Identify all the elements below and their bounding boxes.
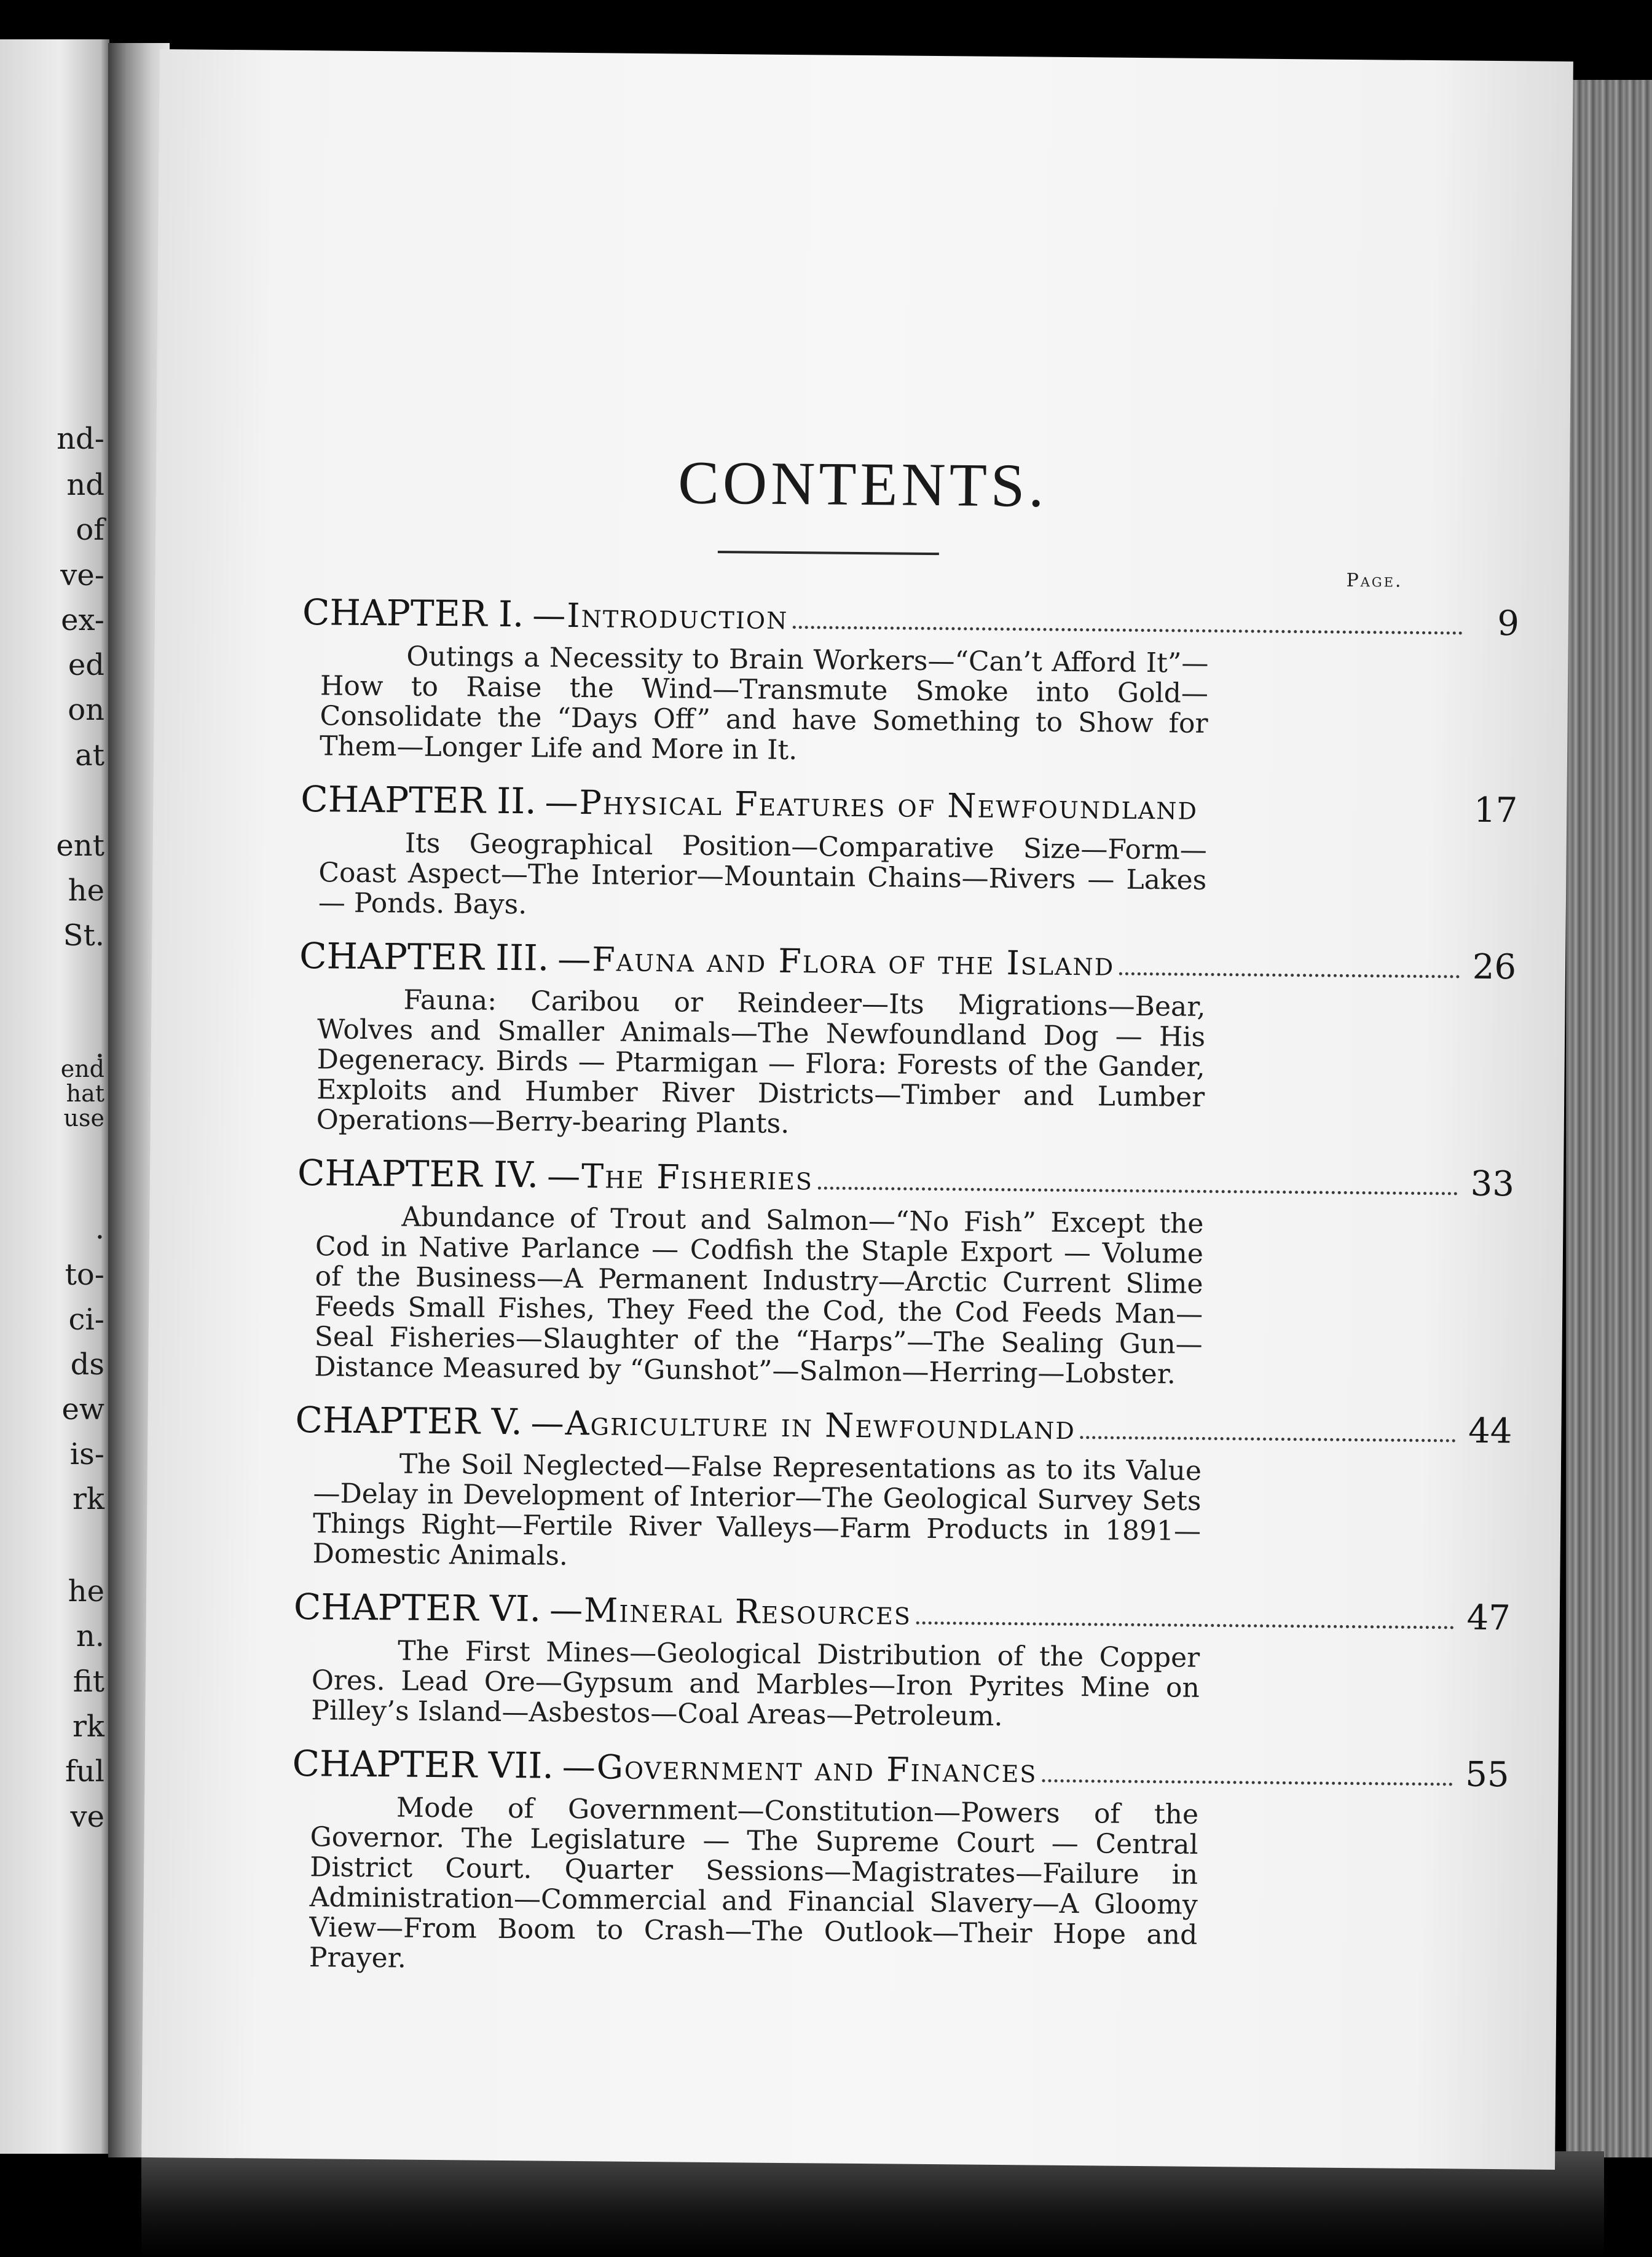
toc-entry — [300, 778, 1518, 928]
left-page-fragment: is- — [69, 1437, 104, 1471]
left-page-fragment: ci- — [68, 1302, 104, 1337]
chapter-page-number: 47 — [1466, 1597, 1511, 1639]
chapter-summary-text: The Soil Neglected—False Representations as to its Value—Delay in Development of Interior—The Geological Survey Sets Things Right—Fertile River Valleys—Farm Products in 1891—Domestic Animals. — [312, 1448, 1202, 1572]
chapter-summary-text: Its Geographical Position—Comparative Size—Form—Coast Aspect—The Interior—Mountain Chains—Rivers — Lakes — Ponds. Bays. — [318, 827, 1207, 921]
chapter-label: CHAPTER II. — [301, 778, 537, 822]
left-page-fragment: . — [95, 1030, 104, 1065]
chapter-label: CHAPTER V. — [295, 1399, 523, 1443]
toc-entry — [294, 1399, 1512, 1579]
toc-entry-heading — [299, 935, 1517, 987]
left-page-fragment: ent — [56, 829, 104, 863]
left-page-fragment: ds — [70, 1347, 104, 1382]
chapter-summary — [320, 640, 1209, 769]
contents-page — [141, 49, 1573, 2170]
left-page-fragment: nd- — [57, 422, 104, 456]
chapter-label: CHAPTER I. — [302, 591, 524, 636]
left-page-fragment: use — [63, 1105, 104, 1132]
dot-leader — [818, 1186, 1458, 1195]
left-page-fragment: of — [76, 513, 104, 547]
left-page-fragment: to- — [65, 1258, 104, 1292]
left-page-fragment: end — [60, 1055, 104, 1082]
left-page-fragment: ve- — [60, 558, 104, 593]
chapter-summary — [311, 1635, 1200, 1733]
table-of-contents — [290, 591, 1519, 2000]
left-page-fragment: on — [68, 693, 104, 727]
toc-entry — [296, 1152, 1514, 1392]
chapter-summary-text: Abundance of Trout and Salmon—“No Fish” Except the Cod in Native Parlance — Codfish the Staple Export — Volume of the Business—A Permanent Industry—Arctic Current Slime Feeds Small Fishes, They Feed the Cod, the Cod Feeds Man—Seal Fisheries—Slaughter of the “Harps”—The Sealing Gun—Distance Measured by “Gunshot”—Salmon—Herring—Lobster. — [314, 1201, 1204, 1390]
dot-leader — [916, 1621, 1454, 1629]
page-edge-stack — [1566, 80, 1652, 2157]
chapter-summary — [318, 827, 1207, 926]
chapter-label: CHAPTER IV. — [297, 1152, 539, 1196]
dot-leader — [1042, 1779, 1452, 1786]
left-page-fragment: ed — [68, 648, 104, 682]
chapter-summary — [314, 1201, 1204, 1390]
toc-entry — [301, 591, 1519, 771]
left-page-fragment: St. — [63, 918, 104, 953]
left-page-fragment: hat — [66, 1080, 104, 1107]
toc-entry-heading — [302, 591, 1520, 644]
toc-entry-heading — [294, 1586, 1511, 1638]
left-page-fragment: he — [68, 873, 104, 908]
left-page-fragment: n. — [76, 1619, 104, 1653]
toc-entry-heading — [297, 1152, 1515, 1204]
chapter-label: CHAPTER III. — [299, 935, 549, 979]
chapter-summary-text: Outings a Necessity to Brain Workers—“Can’t Afford It”—How to Raise the Wind—Transmute Smoke into Gold—Consolidate the “Days Off” and have Something to Show for Them—Longer Life and More in It. — [319, 640, 1209, 766]
chapter-title: —Introduction — [532, 596, 789, 637]
toc-entry-heading — [295, 1399, 1512, 1451]
left-page-fragment: he — [68, 1574, 104, 1609]
page-title: CONTENTS. — [677, 448, 1048, 520]
chapter-summary — [317, 984, 1206, 1143]
dot-leader — [1203, 816, 1461, 822]
left-page-fragment: nd — [66, 468, 104, 502]
toc-entry-heading — [301, 778, 1518, 830]
left-page-fragment: rk — [72, 1709, 104, 1744]
toc-entry — [293, 1586, 1511, 1736]
left-page-fragment: ex- — [61, 603, 104, 637]
left-page-fragment: at — [75, 738, 104, 773]
chapter-page-number: 55 — [1465, 1754, 1509, 1795]
chapter-title: —Government and Finances — [562, 1747, 1037, 1790]
left-page-fragment: ful — [65, 1754, 104, 1789]
toc-entry — [291, 1743, 1509, 1983]
left-page-fragment: ew — [61, 1392, 104, 1427]
title-rule — [718, 551, 939, 555]
chapter-page-number: 9 — [1497, 604, 1520, 644]
dot-leader — [1119, 972, 1460, 979]
toc-entry-heading — [292, 1743, 1509, 1795]
toc-entry — [298, 935, 1517, 1145]
chapter-page-number: 26 — [1472, 947, 1517, 988]
left-page-fragment: . — [95, 1211, 104, 1246]
chapter-summary-text: Fauna: Caribou or Reindeer—Its Migrations—Bear, Wolves and Smaller Animals—The Newfoundland Dog — His Degeneracy. Birds — Ptarmigan — Flora: Forests of the Gander, Exploits and Humber River Districts—Timber and Lumber Operations—Berry-bearing Plants. — [316, 984, 1206, 1140]
chapter-summary-text: The First Mines—Geological Distribution of the Copper Ores. Lead Ore—Gypsum and Marbles—Iron Pyrites Mine on Pilley’s Island—Asbestos—Coal Areas—Petroleum. — [311, 1635, 1200, 1733]
chapter-title: —Agriculture in Newfoundland — [530, 1403, 1076, 1448]
left-page-fragment: rk — [72, 1482, 104, 1516]
chapter-page-number: 33 — [1470, 1164, 1515, 1205]
page-column-label: Page. — [1346, 569, 1403, 592]
chapter-label: CHAPTER VI. — [293, 1585, 541, 1630]
left-page-fragment: fit — [73, 1664, 104, 1699]
chapter-title: —Mineral Resources — [549, 1590, 912, 1633]
chapter-page-number: 44 — [1468, 1411, 1512, 1452]
chapter-title: —Physical Features of Newfoundland — [545, 782, 1198, 827]
chapter-label: CHAPTER VII. — [292, 1742, 554, 1787]
left-page-text-fragments — [0, 39, 109, 2154]
chapter-title: —The Fisheries — [546, 1156, 814, 1198]
chapter-summary — [309, 1792, 1199, 1980]
dot-leader — [1080, 1436, 1456, 1442]
chapter-title: —Fauna and Flora of the Island — [557, 939, 1115, 983]
chapter-summary-text: Mode of Government—Constitution—Powers of the Governor. The Legislature — The Supreme Court — Central District Court. Quarter Sessions—Magistrates—Failure in Administration—Commercial and Financial Slavery—A Gloomy View—From Boom to Crash—The Outlook—Their Hope and Prayer. — [309, 1792, 1199, 1974]
dot-leader — [793, 626, 1463, 635]
left-page-fragment: ve — [70, 1800, 104, 1834]
left-facing-page — [0, 39, 109, 2154]
chapter-page-number: 17 — [1473, 790, 1518, 831]
chapter-summary — [312, 1448, 1202, 1577]
